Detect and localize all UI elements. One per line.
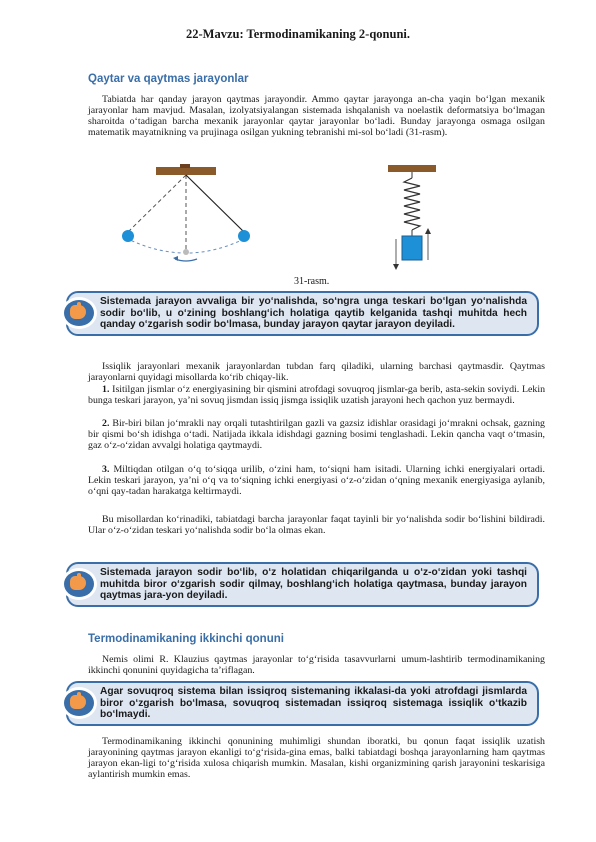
item-text: Miltiqdan otilgan o‘q to‘siqqa urilib, o‘zini ham, to‘siqni ham isitadi. Ularning ichki energiyalari ortadi. Lekin teskari jarayon, ya’ni o‘q va to‘siqning ichki energiyasi o‘z-o‘zidan o‘qning mexanik energiyasiga aylanib, o‘qni qay-tadan harakatga keltirmaydi. bbox=[88, 464, 546, 497]
item-number: 1. bbox=[102, 384, 110, 395]
item-number: 3. bbox=[102, 464, 110, 475]
paragraph-importance: Termodinamikaning ikkinchi qonunining muhimligi shundan iboratki, bu qonun faqat issiqlik uzatish jarayonining qaytmas jarayon ekanligi to‘g‘risida-gina emas, balki tabiatdagi boshqa jarayonlarning ham qaytmas jarayon ekan-ligi to‘g‘risida xulosa chiqarish mumkin. Masalan, kishi organizmining qarish jarayonini teskarisiga aylantirish mumkin emas. bbox=[88, 736, 545, 780]
spring-support bbox=[388, 165, 436, 172]
page-title: 22-Mavzu: Termodinamikaning 2-qonuni. bbox=[185, 27, 410, 41]
paragraph-conclusion: Bu misollardan ko‘rinadiki, tabiatdagi barcha jarayonlar faqat tayinli bir yo‘nalishda sodir bo‘lishini bildiradi. Ular o‘z-o‘zidan teskari yo‘nalishda sodir bo‘la olmas ekan. bbox=[88, 514, 545, 536]
paragraph-irreversible: Issiqlik jarayonlari mexanik jarayonlardan tubdan farq qiladiki, ularning barchasi qaytmasdir. Qaytmas jarayonlarni quyidagi misollarda ko‘rib chiqay-lik. bbox=[88, 361, 545, 383]
spring-weight bbox=[402, 236, 422, 260]
section-heading-reversible: Qaytar va qaytmas jarayonlar bbox=[88, 73, 249, 85]
paragraph-intro: Tabiatda har qanday jarayon qaytmas jarayondir. Ammo qaytar jarayonga an-cha yaqin bo‘lgan mexanik jarayonlar ham mavjud. Masalan, izolyatsiyalangan sistemada ishqalanish va noelastik deformatsiya bo‘lmagan sharoitda o‘tadigan barcha mexanik jarayonlar qaytar jarayonlar bo‘ladi. Bunday jarayonga osmaga osilgan matematik mayatnikning va prujinaga osilgan yukning tebranishi mi-sol bo‘ladi (31-rasm). bbox=[88, 94, 545, 138]
pointing-hand-icon bbox=[64, 571, 94, 597]
pointing-hand-icon bbox=[64, 690, 94, 716]
pendulum-bob-right bbox=[238, 230, 250, 242]
pendulum-bob-left bbox=[122, 230, 134, 242]
item-number: 2. bbox=[102, 418, 110, 429]
paragraph-clausius: Nemis olimi R. Klauzius qaytmas jarayonlar to‘g‘risida tasavvurlarni umum-lashtirib termodinamikaning ikkinchi qonunini quyidagicha ta’riflagan. bbox=[88, 654, 545, 676]
spring bbox=[404, 178, 420, 230]
definition-box-reversible bbox=[66, 291, 539, 336]
definition-box-second-law bbox=[66, 681, 539, 726]
list-item bbox=[88, 384, 545, 406]
definition-text: Agar sovuqroq sistema bilan issiqroq sistemaning ikkalasi-da yoki atrofdagi jismlarda biror o‘zgarish bo‘lmasa, sovuqroq sistemadan issiqroq sistemaga issiqlik o‘tkazib bo‘lmaydi. bbox=[100, 686, 527, 721]
definition-box-irreversible bbox=[66, 562, 539, 607]
list-item bbox=[88, 418, 545, 451]
figure-31-pendulum-spring bbox=[120, 164, 460, 276]
list-item bbox=[88, 464, 545, 497]
definition-text: Sistemada jarayon avvaliga bir yo‘nalishda, so‘ngra unga teskari bo‘lgan yo‘nalishda sodir bo‘lib, u o‘zining boshlang‘ich holatiga qaytib kelganida tashqi muhitda hech qanday o‘zgarish sodir bo‘lmasa, bunday jarayon qaytar jarayon deyiladi. bbox=[100, 296, 527, 331]
item-text: Isitilgan jismlar o‘z energiyasining bir qismini atrofdagi sovuqroq jismlar-ga berib, asta-sekin soviydi. Lekin bunga teskari jarayon, ya’ni sovuq jismdan issiq jismga issiqlik uzatish jarayoni hech qachon yuz bermaydi. bbox=[88, 384, 546, 406]
pendulum-support bbox=[156, 167, 216, 175]
item-text: Bir-biri bilan jo‘mrakli nay orqali tutashtirilgan gazli va gazsiz idishlar orasidagi jo‘mrakni ochsak, gazning bir qismi bo‘sh idishga o‘tadi. Natijada ikkala idishdagi gazning bosimi tenglashadi. Lekin qancha vaqt o‘tmasin, gaz o‘z-o‘zidan avvalgi holatiga qaytmaydi. bbox=[88, 418, 545, 451]
definition-text: Sistemada jarayon sodir bo‘lib, o‘z holatidan chiqarilganda u o‘z-o‘zidan yoki tashqi muhitda biror o‘zgarish sodir qilmay, boshlang‘ich holatiga qaytmasa, bunday jarayon qaytmas jara-yon deyiladi. bbox=[100, 567, 527, 602]
figure-caption: 31-rasm. bbox=[294, 276, 330, 287]
section-heading-second-law: Termodinamikaning ikkinchi qonuni bbox=[88, 633, 284, 645]
pointing-hand-icon bbox=[64, 300, 94, 326]
